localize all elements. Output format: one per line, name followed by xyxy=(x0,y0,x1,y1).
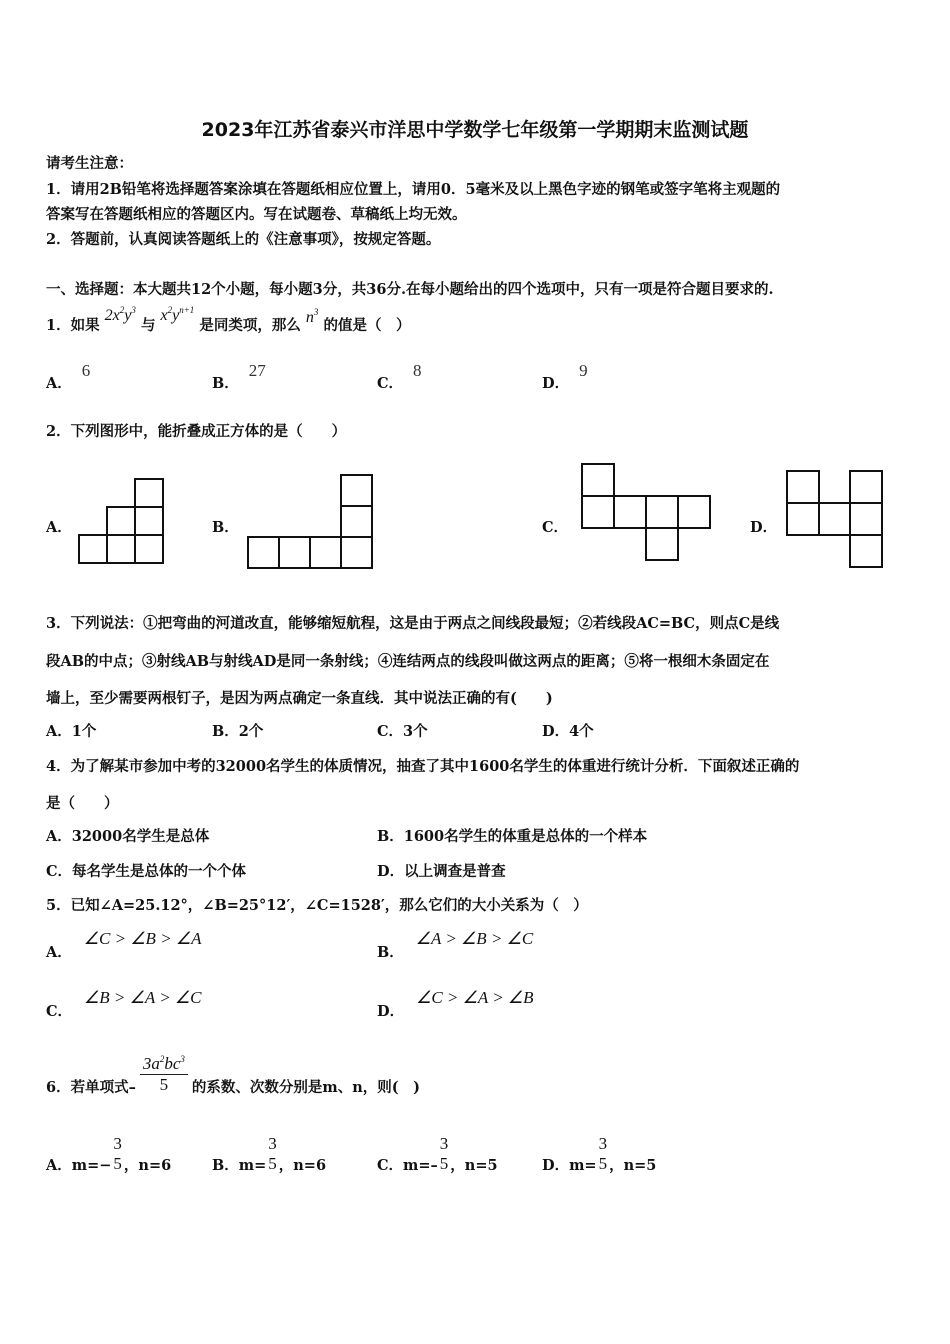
notice-line-1a: 1．请用2B铅笔将选择题答案涂填在答题纸相应位置上，请用0．5毫米及以上黑色字迹的钢笔或签字笔将主观题的 xyxy=(46,181,781,198)
q5-option-d[interactable]: D．∠C > ∠A > ∠B xyxy=(377,988,534,1020)
q1-mid2: 是同类项，那么 xyxy=(199,317,301,334)
q1-option-b[interactable]: B．27 xyxy=(212,361,266,392)
q1-mid: 与 xyxy=(140,317,156,334)
q6-option-d[interactable]: D．m= 3 5 ，n=5 xyxy=(542,1134,657,1174)
q1-suffix: 的值是（ ） xyxy=(323,317,411,334)
question-5: 5．已知∠A=25.12°，∠B=25°12′，∠C=1528′，那么它们的大小关系为（ ） xyxy=(46,897,588,914)
q3-line-2: 段AB的中点；③射线AB与射线AD是同一条射线；④连结两点的线段叫做这两点的距离；⑤将一根细木条固定在 xyxy=(46,653,770,670)
q3-option-c[interactable]: C．3个 xyxy=(377,723,428,740)
q2-label-d[interactable]: D． xyxy=(750,519,778,536)
notice-line-1b: 答案写在答题纸相应的答题区内。写在试题卷、草稿纸上均无效。 xyxy=(46,206,467,223)
notice-heading: 请考生注意： xyxy=(46,155,133,172)
q2-net-c[interactable] xyxy=(580,462,714,563)
q6-option-c[interactable]: C．m=– 3 5 ，n=5 xyxy=(377,1134,498,1174)
q6-option-a[interactable]: A．m=− 3 5 ，n=6 xyxy=(46,1134,172,1174)
q3-option-d[interactable]: D．4个 xyxy=(542,723,594,740)
q2-label-a[interactable]: A． xyxy=(46,519,72,536)
q2-net-a[interactable] xyxy=(76,476,168,566)
q5-option-a[interactable]: A．∠C > ∠B > ∠A xyxy=(46,929,202,961)
question-2: 2．下列图形中，能折叠成正方体的是（ ） xyxy=(46,423,347,440)
q1-n-cubed: $n^3$ xyxy=(305,307,319,326)
q6-prefix: 6．若单项式– xyxy=(46,1078,136,1096)
q3-line-1: 3．下列说法：①把弯曲的河道改直，能够缩短航程，这是由于两点之间线段最短；②若线段AC=BC，则点C是线 xyxy=(46,615,780,632)
q3-line-3: 墙上，至少需要两根钉子，是因为两点确定一条直线．其中说法正确的有( ) xyxy=(46,690,553,707)
q4-option-a[interactable]: A．32000名学生是总体 xyxy=(46,828,210,845)
q4-line-2: 是（ ） xyxy=(46,795,119,812)
question-6 xyxy=(46,1046,420,1098)
q4-option-b[interactable]: B．1600名学生的体重是总体的一个样本 xyxy=(377,828,648,845)
q1-option-d[interactable]: D．9 xyxy=(542,361,588,392)
question-1 xyxy=(46,305,411,335)
q6-suffix: 的系数、次数分别是m、n，则( ) xyxy=(191,1078,420,1096)
q2-label-c[interactable]: C． xyxy=(542,519,569,536)
q2-label-b[interactable]: B． xyxy=(212,519,239,536)
q1-term2: $x^2y^{n+1}$ xyxy=(160,305,195,324)
q6-fraction: $\frac{3a^2bc^3}{5}$ xyxy=(140,1049,188,1095)
page-title: 2023年江苏省泰兴市洋思中学数学七年级第一学期期末监测试题 xyxy=(201,119,749,141)
q4-line-1: 4．为了解某市参加中考的32000名学生的体质情况，抽查了其中1600名学生的体重进行统计分析．下面叙述正确的 xyxy=(46,758,800,775)
q1-term1: $2x^2y^3$ xyxy=(104,305,136,324)
q3-option-b[interactable]: B．2个 xyxy=(212,723,264,740)
notice-line-2: 2．答题前，认真阅读答题纸上的《注意事项》，按规定答题。 xyxy=(46,231,441,248)
q4-option-d[interactable]: D．以上调查是普查 xyxy=(377,863,506,880)
q1-prefix: 1．如果 xyxy=(46,317,100,334)
q3-option-a[interactable]: A．1个 xyxy=(46,723,97,740)
q1-option-c[interactable]: C．8 xyxy=(377,361,422,392)
q2-net-b[interactable] xyxy=(246,472,376,572)
q1-option-a[interactable]: A．6 xyxy=(46,361,91,392)
q5-option-b[interactable]: B．∠A > ∠B > ∠C xyxy=(377,929,534,961)
q2-net-d[interactable] xyxy=(785,469,885,569)
section-heading: 一、选择题：本大题共12个小题，每小题3分，共36分.在每小题给出的四个选项中，只有一项是符合题目要求的. xyxy=(46,281,774,298)
q4-option-c[interactable]: C．每名学生是总体的一个个体 xyxy=(46,863,247,880)
q5-option-c[interactable]: C．∠B > ∠A > ∠C xyxy=(46,988,202,1020)
q6-option-b[interactable]: B．m= 3 5 ，n=6 xyxy=(212,1134,327,1174)
